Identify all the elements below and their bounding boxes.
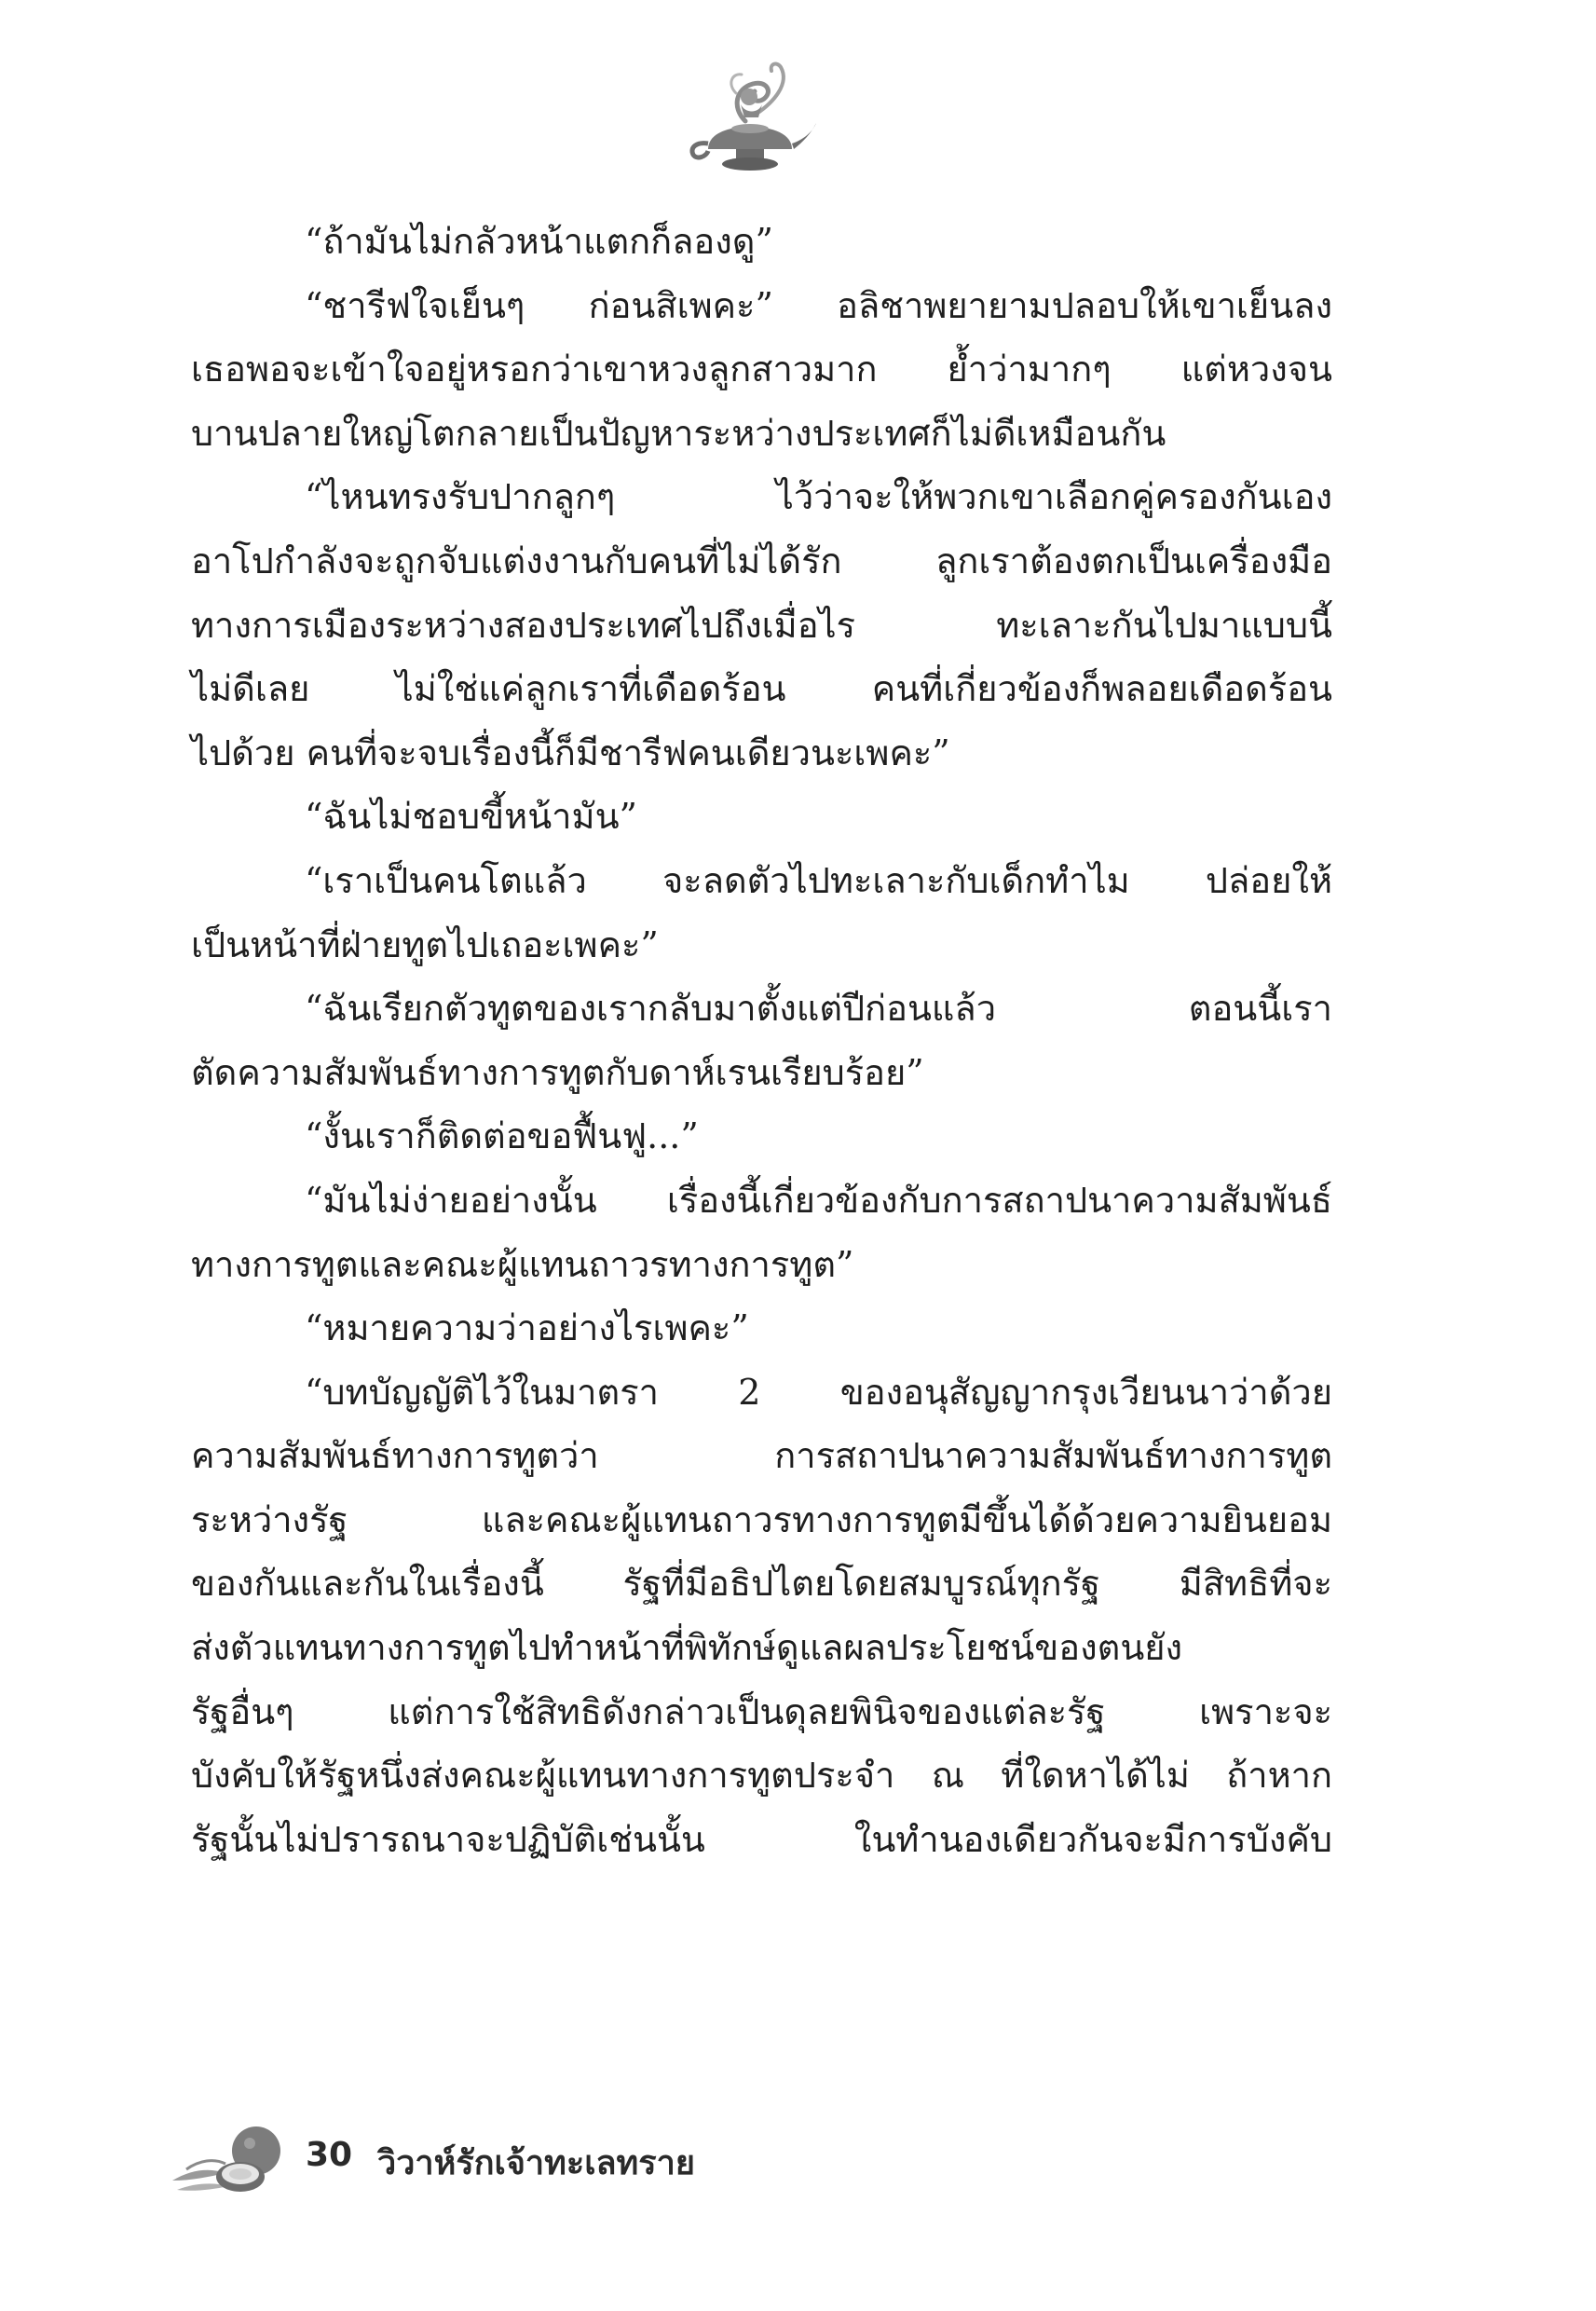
text-line: รัฐอื่นๆ แต่การใช้สิทธิดังกล่าวเป็นดุลยพินิจของแต่ละรัฐ เพราะจะ bbox=[191, 1690, 1332, 1732]
text-line: ความสัมพันธ์ทางการทูตว่า การสถาปนาความสัมพันธ์ทางการทูต bbox=[191, 1435, 1332, 1477]
text-line: บานปลายใหญ่โตกลายเป็นปัญหาระหว่างประเทศก็ไม่ดีเหมือนกัน bbox=[191, 412, 1166, 454]
text-line: ตัดความสัมพันธ์ทางการทูตกับดาห์เรนเรียบร้อย” bbox=[191, 1051, 924, 1093]
book-title: วิวาห์รักเจ้าทะเลทราย bbox=[377, 2144, 695, 2182]
text-line: ระหว่างรัฐ และคณะผู้แทนถาวรทางการทูตมีขึ้นได้ด้วยความยินยอม bbox=[191, 1498, 1332, 1540]
page-number: 30 bbox=[306, 2136, 353, 2174]
text-line: “ฉันไม่ชอบขี้หน้ามัน” bbox=[305, 796, 637, 838]
text-line: “ฉันเรียกตัวทูตของเรากลับมาตั้งแต่ปีก่อนแล้ว ตอนนี้เรา bbox=[305, 988, 1332, 1030]
text-line: เธอพอจะเข้าใจอยู่หรอกว่าเขาหวงลูกสาวมาก ย้ำว่ามากๆ แต่หวงจน bbox=[191, 349, 1332, 390]
text-line: “เราเป็นคนโตแล้ว จะลดตัวไปทะเลาะกับเด็กทำไม ปล่อยให้ bbox=[305, 859, 1332, 901]
text-line: ทางการทูตและคณะผู้แทนถาวรทางการทูต” bbox=[191, 1243, 854, 1285]
text-line: “มันไม่ง่ายอย่างนั้น เรื่องนี้เกี่ยวข้องกับการสถาปนาความสัมพันธ์ bbox=[305, 1179, 1332, 1221]
text-line: ไม่ดีเลย ไม่ใช่แค่ลูกเราที่เดือดร้อน คนที่เกี่ยวข้องก็พลอยเดือดร้อน bbox=[191, 668, 1332, 710]
coconut-icon bbox=[168, 2115, 293, 2199]
text-line: “ไหนทรงรับปากลูกๆ ไว้ว่าจะให้พวกเขาเลือกคู่ครองกันเอง bbox=[305, 476, 1332, 518]
text-line: บังคับให้รัฐหนึ่งส่งคณะผู้แทนทางการทูตประจำ ณ ที่ใดหาได้ไม่ ถ้าหาก bbox=[191, 1755, 1332, 1797]
text-line: อาโปกำลังจะถูกจับแต่งงานกับคนที่ไม่ได้รัก ลูกเราต้องตกเป็นเครื่องมือ bbox=[191, 540, 1332, 581]
genie-lamp-icon bbox=[680, 56, 820, 182]
text-line: เป็นหน้าที่ฝ่ายทูตไปเถอะเพคะ” bbox=[191, 923, 659, 965]
body-text bbox=[191, 210, 1332, 1871]
text-line: ของกันและกันในเรื่องนี้ รัฐที่มีอธิปไตยโดยสมบูรณ์ทุกรัฐ มีสิทธิที่จะ bbox=[191, 1563, 1332, 1605]
text-line: “ชารีฟใจเย็นๆ ก่อนสิเพคะ” อลิชาพยายามปลอบให้เขาเย็นลง bbox=[305, 284, 1332, 326]
text-line: “บทบัญญัติไว้ในมาตรา 2 ของอนุสัญญากรุงเวียนนาว่าด้วย bbox=[305, 1371, 1332, 1413]
text-line: “หมายความว่าอย่างไรเพคะ” bbox=[305, 1307, 749, 1349]
text-line: ส่งตัวแทนทางการทูตไปทำหน้าที่พิทักษ์ดูแลผลประโยชน์ของตนยัง bbox=[191, 1627, 1183, 1669]
text-line: ไปด้วย คนที่จะจบเรื่องนี้ก็มีชารีฟคนเดียวนะเพคะ” bbox=[191, 732, 950, 773]
page-footer bbox=[168, 2115, 820, 2199]
text-line: ทางการเมืองระหว่างสองประเทศไปถึงเมื่อไร ทะเลาะกันไปมาแบบนี้ bbox=[191, 604, 1332, 646]
text-line: “งั้นเราก็ติดต่อขอฟื้นฟู...” bbox=[305, 1115, 699, 1157]
text-line: “ถ้ามันไม่กลัวหน้าแตกก็ลองดู” bbox=[305, 221, 773, 262]
text-line: รัฐนั้นไม่ปรารถนาจะปฏิบัติเช่นนั้น ในทำนองเดียวกันจะมีการบังคับ bbox=[191, 1818, 1332, 1860]
